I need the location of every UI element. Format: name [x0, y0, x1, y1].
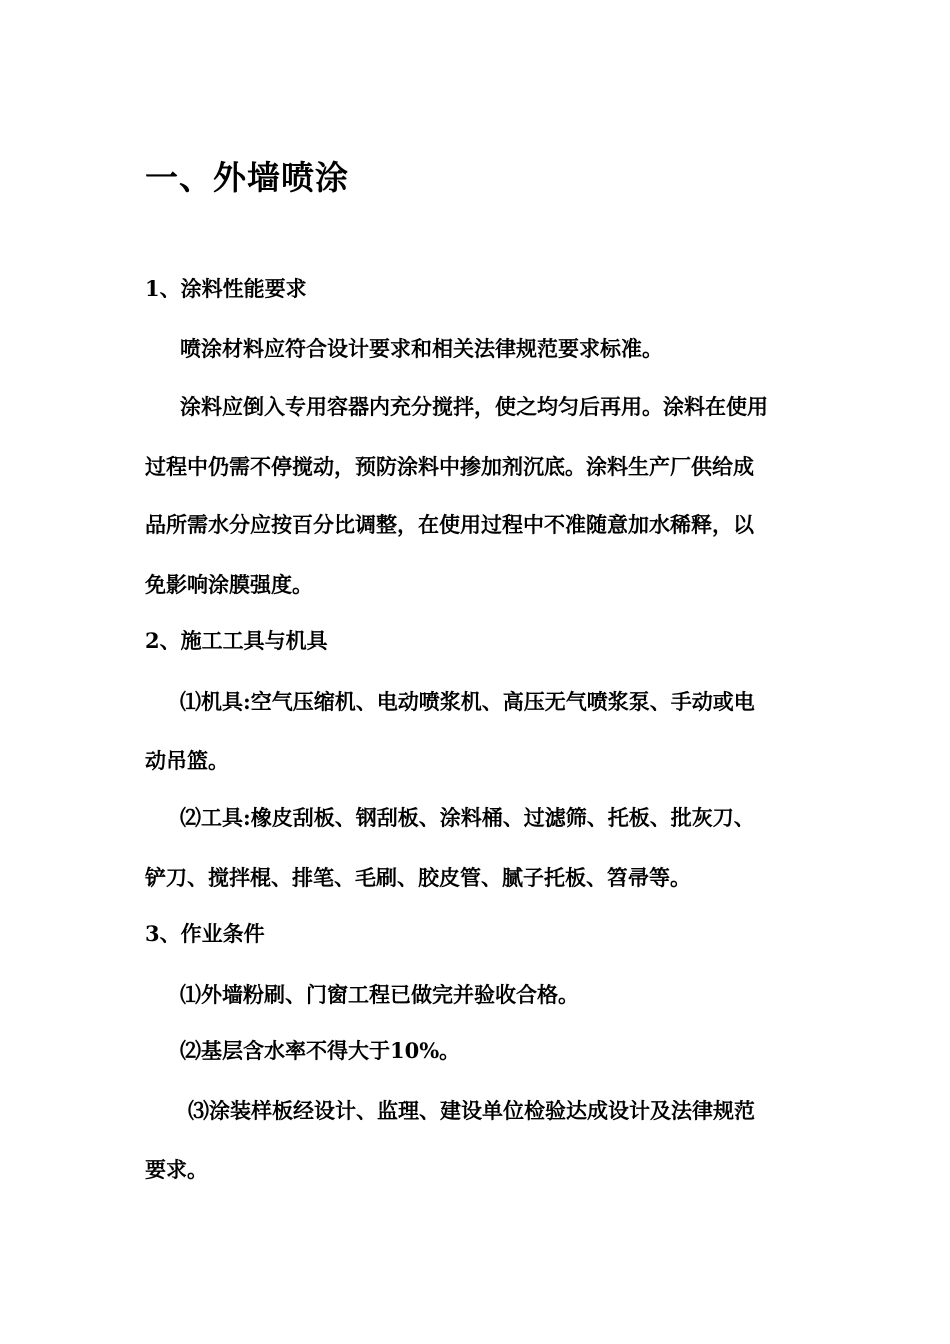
document-title: 一、外墙喷涂: [145, 158, 349, 197]
paragraph-line: 品所需水分应按百分比调整，在使用过程中不准随意加水稀释，以: [145, 512, 754, 537]
paragraph-line: 动吊篮。: [145, 748, 229, 773]
paragraph-line: 要求。: [145, 1157, 208, 1182]
paragraph-line: 涂料应倒入专用容器内充分搅拌，使之均匀后再用。涂料在使用: [180, 394, 768, 419]
section-heading: 1、涂料性能要求: [145, 276, 307, 301]
paragraph-line: ⑵工具:橡皮刮板、钢刮板、涂料桶、过滤筛、托板、批灰刀、: [180, 805, 755, 830]
section-heading: 2、施工工具与机具: [145, 628, 328, 653]
section-heading: 3、作业条件: [145, 921, 265, 946]
paragraph-line: ⑵基层含水率不得大于10%。: [180, 1038, 461, 1063]
paragraph-line: 过程中仍需不停搅动，预防涂料中掺加剂沉底。涂料生产厂供给成: [145, 454, 754, 479]
paragraph-line: ⑴机具:空气压缩机、电动喷浆机、高压无气喷浆泵、手动或电: [180, 689, 755, 714]
paragraph-line: 喷涂材料应符合设计要求和相关法律规范要求标准。: [180, 336, 663, 361]
paragraph-line: 铲刀、搅拌棍、排笔、毛刷、胶皮管、腻子托板、笤帚等。: [145, 865, 691, 890]
paragraph-line: ⑶涂装样板经设计、监理、建设单位检验达成设计及法律规范: [188, 1098, 755, 1123]
paragraph-line: 免影响涂膜强度。: [145, 572, 313, 597]
paragraph-line: ⑴外墙粉刷、门窗工程已做完并验收合格。: [180, 982, 579, 1007]
